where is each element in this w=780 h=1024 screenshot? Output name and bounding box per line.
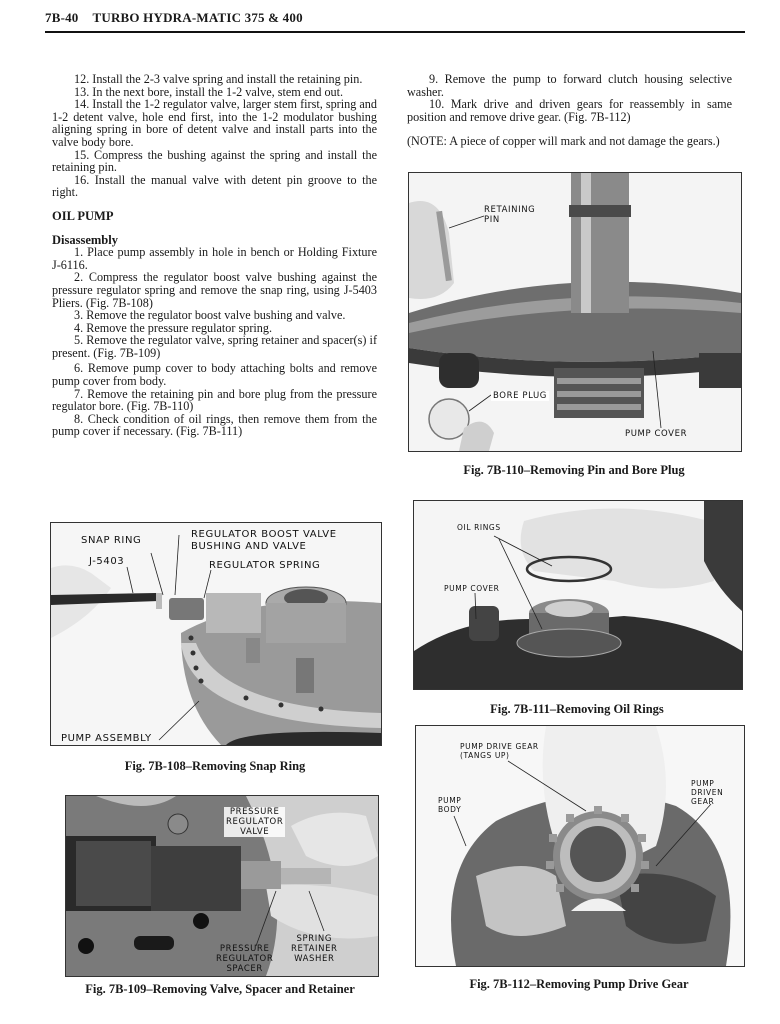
label-line: PUMP	[691, 779, 715, 788]
label-line: RETAINER	[291, 944, 338, 954]
label-oil-rings: OIL RINGS	[457, 523, 501, 532]
label-line: GEAR	[691, 797, 715, 806]
step-16: 16. Install the manual valve with detent pin groove to the right.	[52, 172, 377, 200]
step-13: 13. In the next bore, install the 1-2 valve, stem end out.	[74, 84, 344, 99]
step-2: 2. Compress the regulator boost valve bushing against the pressure regulator spring and remove the snap ring, using J-5403 Pliers. (Fig. 7B-108)	[52, 270, 377, 310]
label-pump-driven-gear	[691, 779, 723, 806]
section-heading: OIL PUMP	[52, 208, 114, 223]
step-14: 14. Install the 1-2 regulator valve, larger stem first, spring and 1-2 detent valve, hole end first, into the 1-2 modulator bushing aligning spring in bore of detent valve and install parts into the valve body bore.	[52, 97, 377, 149]
label-line: SPACER	[226, 964, 263, 974]
label-line: PRESSURE	[229, 807, 280, 817]
label-pump-body	[438, 796, 461, 814]
label-line: REGULATOR	[226, 817, 284, 827]
label-line: REGULATOR	[216, 954, 274, 964]
step-3: 3. Remove the regulator boost valve bushing and valve.	[74, 308, 346, 323]
label-line: WASHER	[294, 954, 335, 964]
label-line: BUSHING AND VALVE	[191, 540, 307, 552]
step-4: 4. Remove the pressure regulator spring.	[74, 320, 272, 335]
figure-7b-109-caption: Fig. 7B-109–Removing Valve, Spacer and Retainer	[85, 982, 355, 996]
step-1: 1. Place pump assembly in hole in bench or Holding Fixture J-6116.	[52, 245, 377, 272]
label-pump-cover: PUMP COVER	[625, 429, 688, 439]
figure-7b-112-caption: Fig. 7B-112–Removing Pump Drive Gear	[469, 977, 689, 991]
figure-7b-110-image	[408, 172, 742, 452]
label-pump-cover: PUMP COVER	[444, 584, 500, 593]
figure-7b-112-image	[415, 725, 745, 967]
subsection-heading: Disassembly	[52, 232, 118, 247]
step-15: 15. Compress the bushing against the spring and install the retaining pin.	[52, 147, 377, 175]
label-line: DRIVEN	[691, 788, 724, 797]
label-regulator-spring: REGULATOR SPRING	[209, 560, 321, 571]
step-7: 7. Remove the retaining pin and bore plug from the pressure regulator bore. (Fig. 7B-110)	[52, 386, 377, 414]
label-line: PIN	[484, 215, 500, 225]
note: (NOTE: A piece of copper will mark and not damage the gears.)	[407, 134, 720, 149]
label-line: RETAINING	[484, 205, 536, 215]
figure-7b-111-image	[413, 500, 743, 690]
step-9: 9. Remove the pump to forward clutch housing selective washer.	[407, 72, 732, 99]
label-snap-ring: SNAP RING	[81, 535, 142, 546]
label-line: PUMP DRIVE GEAR	[460, 742, 539, 751]
label-line: REGULATOR BOOST VALVE	[191, 529, 337, 540]
label-pump-assembly: PUMP ASSEMBLY	[61, 733, 152, 744]
left-text-column	[52, 73, 377, 438]
right-text-column	[407, 73, 732, 148]
step-10: 10. Mark drive and driven gears for reassembly in same position and remove drive gear. (Fig. 7B-112)	[407, 97, 732, 124]
figure-7b-108-caption: Fig. 7B-108–Removing Snap Ring	[124, 759, 306, 773]
label-pressure-regulator-valve	[224, 807, 285, 837]
page-header	[45, 9, 745, 33]
pump-gear-illustration	[416, 726, 744, 966]
page-number: 7B-40	[45, 10, 79, 25]
step-6: 6. Remove pump cover to body attaching bolts and remove pump cover from body.	[52, 361, 377, 389]
pump-cover-illustration	[409, 173, 741, 451]
figure-7b-109-image	[65, 795, 379, 977]
step-8: 8. Check condition of oil rings, then remove them from the pump cover if necessary. (Fig. 7B-111)	[52, 411, 377, 439]
label-spring-retainer-washer	[291, 934, 338, 964]
label-regulator-boost-valve	[191, 529, 337, 552]
label-j-5403: J-5403	[89, 556, 125, 567]
figure-7b-111-caption: Fig. 7B-111–Removing Oil Rings	[490, 702, 664, 716]
label-retaining-pin	[484, 205, 535, 225]
figure-7b-108-image	[50, 522, 382, 746]
manual-title: TURBO HYDRA-MATIC 375 & 400	[92, 10, 303, 25]
label-line: (TANGS UP)	[460, 751, 510, 760]
label-line: SPRING	[296, 934, 333, 944]
label-pressure-regulator-spacer	[216, 944, 273, 974]
step-12: 12. Install the 2-3 valve spring and install the retaining pin.	[74, 72, 363, 86]
label-bore-plug: BORE PLUG	[493, 391, 547, 401]
figure-7b-110-caption: Fig. 7B-110–Removing Pin and Bore Plug	[463, 463, 685, 477]
label-line: VALVE	[240, 827, 270, 837]
label-line: BODY	[438, 805, 462, 814]
label-pump-drive-gear	[460, 742, 539, 760]
step-5: 5. Remove the regulator valve, spring retainer and spacer(s) if present. (Fig. 7B-109)	[52, 333, 377, 360]
label-line: PRESSURE	[219, 944, 270, 954]
label-line: PUMP	[438, 796, 462, 805]
